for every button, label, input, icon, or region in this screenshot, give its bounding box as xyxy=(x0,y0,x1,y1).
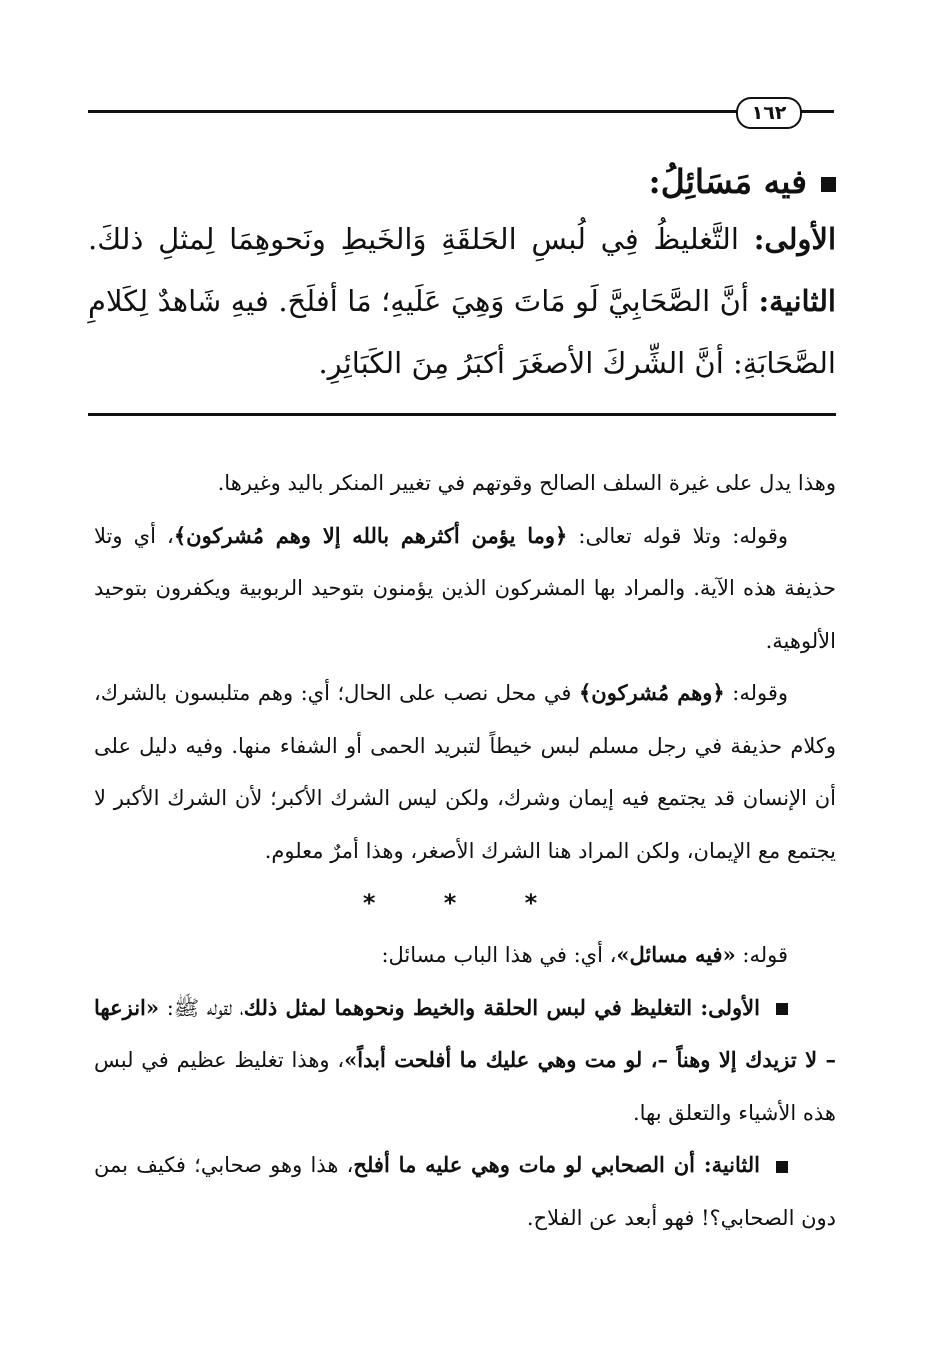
p3-rest: في محل نصب على الحال؛ أي: وهم متلبسون بالشرك، وكلام حذيفة في رجل مسلم لبس خيطاً لتبريد الحمى أو الشفاء منها. وفيه دليل على أن الإنسان قد يجتمع فيه إيمان وشرك، ولكن ليس الشرك الأكبر؛ لأن الشرك الأكبر لا يجتمع مع الإيمان، ولكن المراد هنا الشرك الأصغر، وهذا أمرٌ معلوم. xyxy=(94,681,836,863)
p2-lead: وقوله: وتلا قوله تعالى: xyxy=(567,523,789,548)
p3-lead: وقوله: xyxy=(724,681,789,705)
p6-rest: ، هذا وهو صحابي؛ فكيف بمن دون الصحابي؟! فهو أبعد عن الفلاح. xyxy=(94,1153,836,1230)
p5-bold: الأولى: التغليظ في لبس الحلقة والخيط ونحوهما لمثل ذلك xyxy=(243,994,760,1020)
matn-line-2 xyxy=(88,270,836,332)
p5-rest: ، وهذا تغليظ عظيم في لبس هذه الأشياء والتعلق بها. xyxy=(94,1048,836,1125)
matn-line-1 xyxy=(88,208,836,270)
p4-lead: قوله: xyxy=(735,943,788,967)
matn-heading-text: فيه مَسَائِلُ: xyxy=(648,162,807,201)
page-number-badge: ١٦٢ xyxy=(736,97,802,129)
quran-quote: ﴿وما يؤمن أكثرهم بالله إلا وهم مُشركون﴾ xyxy=(173,522,568,548)
header-rule xyxy=(88,110,834,113)
paragraph-1: وهذا يدل على غيرة السلف الصالح وقوتهم في تغيير المنكر باليد وغيرها. xyxy=(217,471,836,495)
square-bullet-icon xyxy=(821,177,836,192)
matn-text: التَّغليظُ فِي لُبسِ الحَلقَةِ وَالخَيطِ ونَحوهِمَا لِمثلِ ذلكَ. xyxy=(88,222,739,256)
p6-bold: الثانية: أن الصحابي لو مات وهي عليه ما أفلح xyxy=(353,1152,760,1177)
paragraph-2 xyxy=(94,510,836,668)
p5-mid: ، لقوله ﷺ: xyxy=(159,995,244,1020)
paragraph-6 xyxy=(94,1139,836,1244)
square-bullet-icon xyxy=(776,1003,788,1015)
section-divider xyxy=(88,413,836,416)
commentary-body xyxy=(94,457,836,1244)
paragraph-4 xyxy=(94,929,836,982)
hadith-quote: «انزعها – لا تزيدك إلا وهناً –، لو مت وهي عليك ما أفلحت أبداً» xyxy=(94,994,837,1072)
p2-rest: ، أي وتلا حذيفة هذه الآية. والمراد بها المشركون الذين يؤمنون بتوحيد الربوبية ويكفرون بتوحيد الألوهية. xyxy=(94,523,836,653)
square-bullet-icon xyxy=(776,1161,788,1173)
quran-quote: ﴿وهم مُشركون﴾ xyxy=(578,680,725,705)
matn-label: الأولى: xyxy=(753,222,837,256)
p4-bold: «فيه مسائل» xyxy=(616,942,736,967)
matn-line-3 xyxy=(88,332,836,394)
matn-text: أنَّ الصَّحَابِيَّ لَو مَاتَ وَهِيَ عَلَيهِ؛ مَا أفلَحَ. فيهِ شَاهدٌ لِكَلامِ xyxy=(88,284,749,318)
matn-section xyxy=(88,150,836,394)
paragraph-5 xyxy=(94,982,836,1140)
matn-label: الثانية: xyxy=(758,284,836,318)
star-separator: * * * xyxy=(362,889,568,917)
paragraph-3 xyxy=(94,667,836,877)
matn-heading xyxy=(88,156,836,208)
p4-rest: ، أي: في هذا الباب مسائل: xyxy=(381,943,617,967)
matn-text: الصَّحَابَةِ: أنَّ الشِّركَ الأصغَرَ أكبَرُ مِنَ الكَبَائِرِ. xyxy=(318,346,836,380)
